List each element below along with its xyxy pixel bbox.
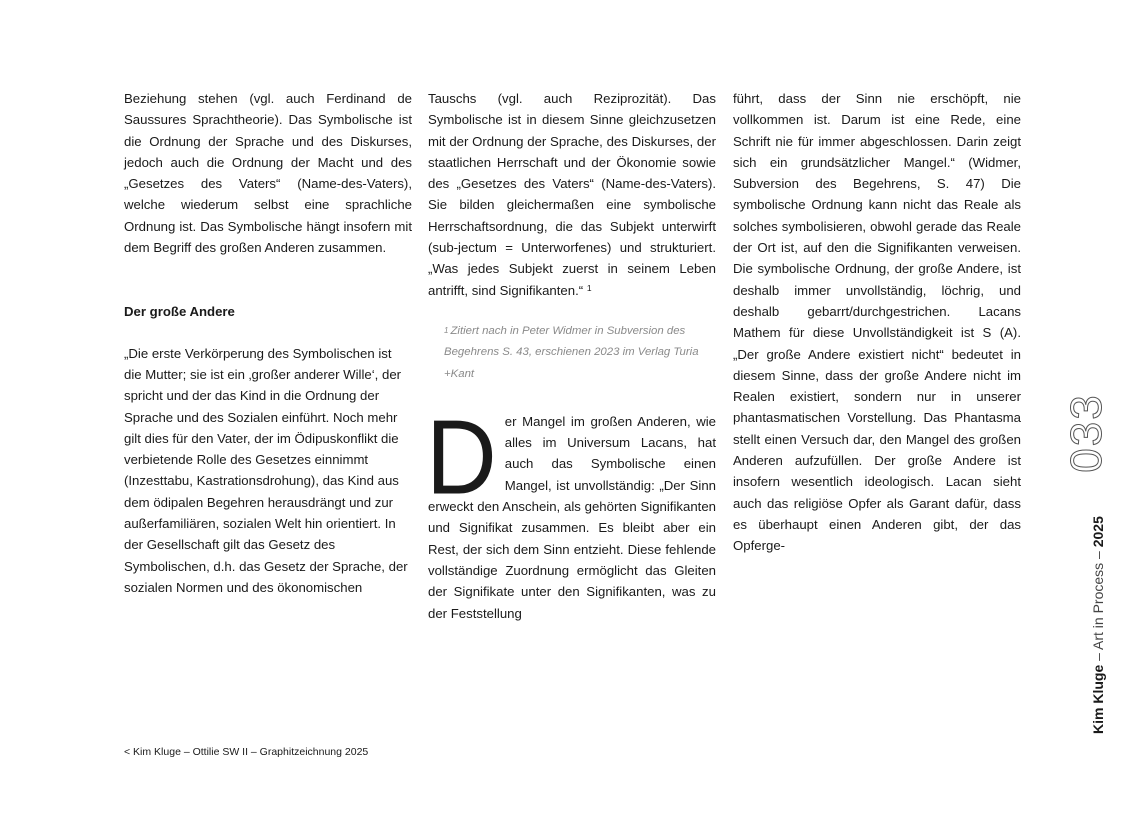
drop-cap-letter — [426, 397, 497, 517]
image-caption: < Kim Kluge – Ottilie SW II – Graphitzeichnung 2025 — [124, 746, 369, 758]
paragraph-lack: führt, dass der Sinn nie erschöpft, nie vollkommen ist. Darum ist eine Rede, eine Schrift nie für immer abgeschlossen. Darin zeigt sich ein grundsätzlicher Mangel.“ (Widmer, Subversion des Begehrens, S. 47) Die symbolische Ordnung kann nicht das Reale als solches symbolisieren, obwohl gerade das Reale der Ort ist, auf den die Signifikanten verweisen. Die symbolische Ordnung, der große Andere, ist deshalb immer unvollständig, löchrig, und deshalb gebarrt/durchgestrichen. Lacans Mathem für diese Unvollständigkeit ist S (A). „Der große Andere existiert nicht“ bedeutet in diesem Sinne, dass der große Andere nicht im Realen existiert, sondern nur in unserer phantasmatischen Vorstellung. Das Phantasma stellt einen Versuch dar, den Mangel des großen Anderen aufzufüllen. Der große Andere ist insofern wesentlich ideologisch. Lacan sieht auch das religiöse Opfer als Garant dafür, dass es überhaupt einen Anderen gibt, der das Opferge- — [733, 91, 1021, 554]
dropcap-paragraph-text: er Mangel im großen Anderen, wie alles im Universum Lacans, hat auch das Symbolische einen Mangel, ist unvollständig: „Der Sinn erweckt den Anschein, als gehörten Signifikanten und Signifikat zusammen. Es bleibt aber ein Rest, der sich dem Sinn entzieht. Diese fehlende vollständige Zuordnung ermöglicht das Gleiten der Signifikate unter den Signifikanten, was zu der Feststellung — [428, 413, 716, 621]
column-2 — [428, 88, 716, 624]
running-title — [1090, 516, 1106, 734]
paragraph-symbolic — [428, 88, 716, 301]
footnote — [444, 321, 716, 385]
footnote-text: Zitiert nach in Peter Widmer in Subversion des Begehrens S. 43, erschienen 2023 im Verlag Turia +Kant — [444, 324, 699, 380]
runner-author: Kim Kluge — [1090, 664, 1106, 734]
paragraph-symbolic-text: Tauschs (vgl. auch Reziprozität). Das Symbolische ist in diesem Sinne gleichzusetzen mit der Ordnung der Sprache, des Diskurses, der staatlichen Herrschaft und der Ökonomie sowie des „Gesetzes des Vaters“ (Name-des-Vaters). Sie bilden gleichermaßen eine symbolische Herrschaftsordnung, die das Subjekt unterwirft (sub-jectum = Unterworfenes) und strukturiert. „Was jedes Subjekt zuerst in seinem Leben antrifft, sind Signifikanten.“ — [428, 91, 716, 298]
footnote-reference: 1 — [586, 282, 592, 293]
footnote-mark: 1 — [444, 325, 449, 335]
page-number: 033 — [1062, 393, 1111, 473]
section-heading: Der große Andere — [124, 304, 235, 320]
paragraph-intro: Beziehung stehen (vgl. auch Ferdinand de Saussures Sprachtheorie). Das Symbolische ist die Ordnung der Sprache und des Diskurses, jedoch auch die Ordnung der Macht und des „Gesetzes des Vaters“ (Name-des-Vaters), welche wiederum selbst eine sprachliche Ordnung ist. Das Symbolische hängt insofern mit dem Begriff des großen Anderen zusammen. — [124, 91, 412, 256]
column-1 — [124, 88, 412, 598]
drop-cap-glyph: D — [426, 397, 497, 517]
quote-paragraph: „Die erste Verkörperung des Symbolischen ist die Mutter; sie ist ein ‚großer anderer Wille‘, der spricht und der das Kind in die Ordnung der Sprache und des Sozialen einführt. Noch mehr gilt dies für den Vater, der im Ödipuskonflikt die verbietende Rolle des Gesetzes einnimmt (Inzesttabu, Kastrationsdrohung), das Kind aus dem ödipalen Begehren herausdrängt und zur außerfamiliären, sozialen Welt hin orientiert. In der Gesellschaft gilt das Gesetz des Symbolischen, d.h. das Gesetz der Sprache, der sozialen Normen und des ökonomischen — [124, 345, 408, 595]
dropcap-paragraph — [426, 397, 716, 624]
runner-title: – Art in Process – — [1090, 547, 1106, 665]
runner-year: 2025 — [1090, 516, 1106, 548]
column-3 — [733, 88, 1021, 557]
